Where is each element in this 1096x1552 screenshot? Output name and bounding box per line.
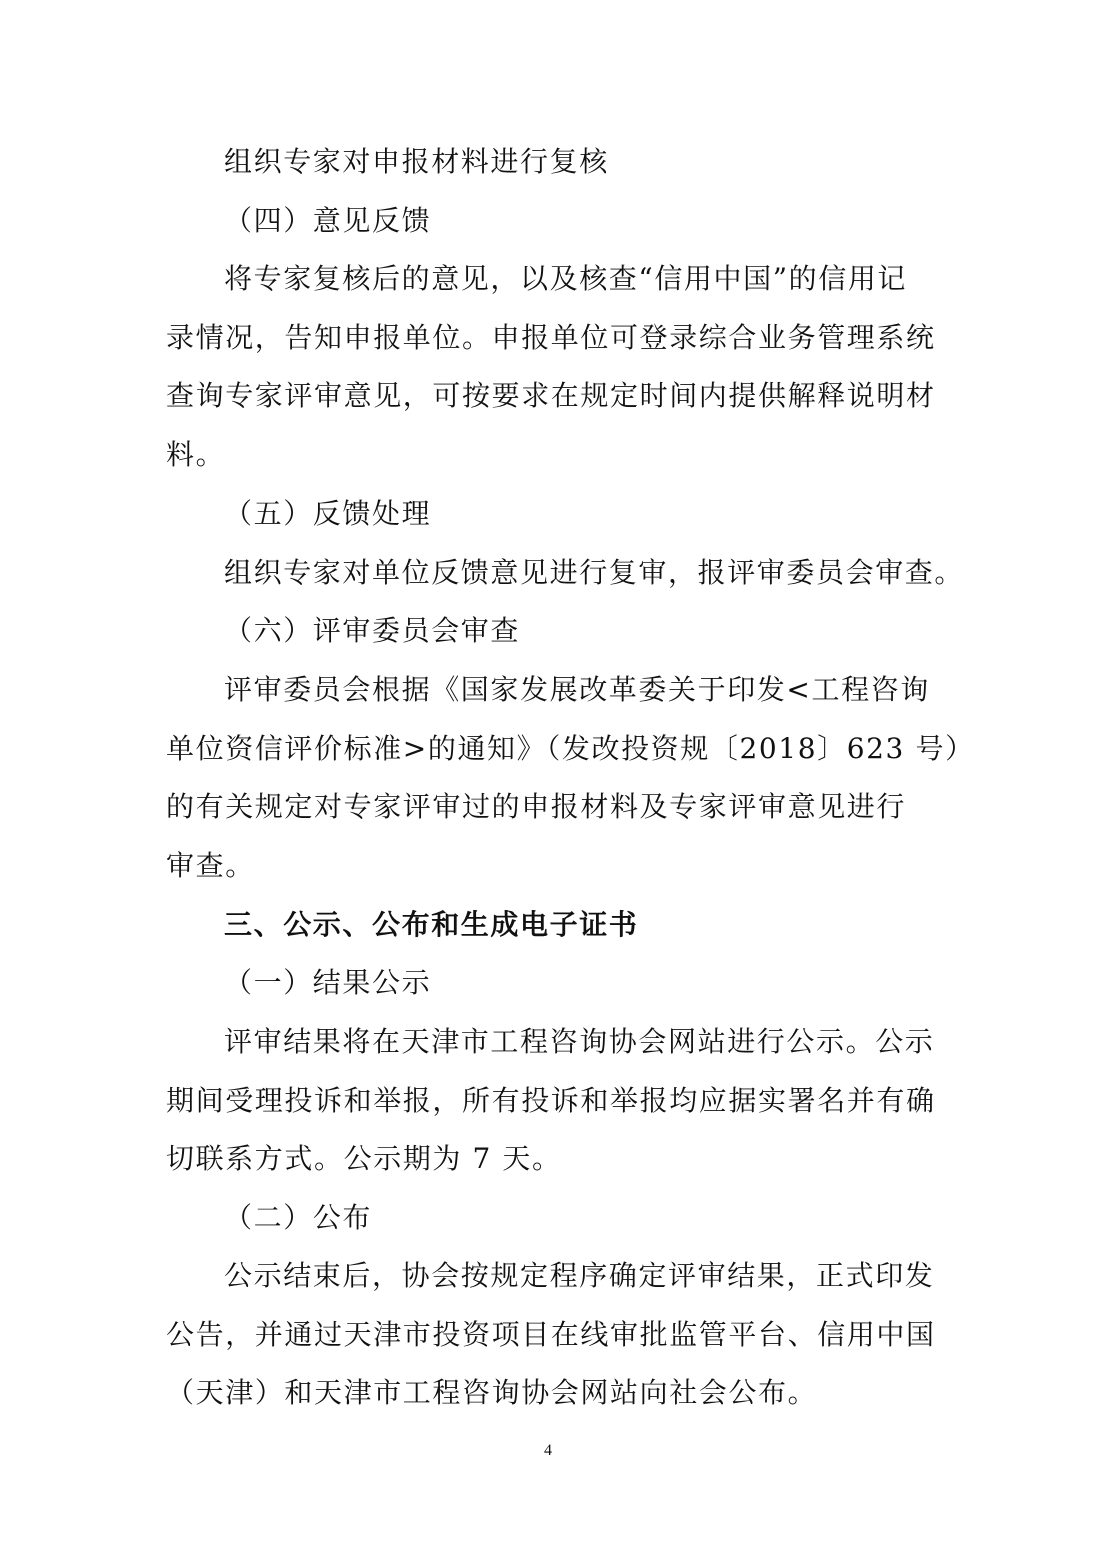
subheading-feedback	[166, 192, 936, 251]
paragraph-line: 的有关规定对专家评审过的申报材料及专家评审意见进行	[166, 790, 907, 824]
paragraph-line: 料。	[166, 437, 226, 471]
paragraph-line: 查询专家评审意见，可按要求在规定时间内提供解释说明材	[166, 379, 936, 413]
paragraph-line: 公示结束后，协会按规定程序确定评审结果，正式印发	[224, 1259, 935, 1292]
subheading-announcement	[166, 1189, 936, 1248]
paragraph-line: 公告，并通过天津市投资项目在线审批监管平台、信用中国	[166, 1317, 936, 1351]
subheading-text: （一）结果公示	[224, 966, 432, 999]
subheading-text: （四）意见反馈	[224, 204, 432, 237]
section-heading-text: 三、公示、公布和生成电子证书	[224, 908, 639, 941]
subheading-committee-review	[166, 602, 936, 661]
paragraph-line: 切联系方式。公示期为 7 天。	[166, 1142, 562, 1176]
section-heading-3	[166, 896, 936, 955]
page-number: 4	[544, 1442, 552, 1459]
subheading-publicity	[166, 954, 936, 1013]
paragraph-line: 组织专家对申报材料进行复核	[224, 145, 609, 178]
subheading-text: （二）公布	[224, 1201, 373, 1234]
paragraph-review	[166, 133, 936, 192]
paragraph-re-review	[166, 544, 965, 603]
paragraph-line: 审查。	[166, 848, 255, 882]
paragraph-line: （天津）和天津市工程咨询协会网站向社会公布。	[166, 1376, 818, 1410]
subheading-text: （五）反馈处理	[224, 497, 432, 530]
paragraph-line: 组织专家对单位反馈意见进行复审，报评审委员会审查。	[224, 556, 965, 589]
paragraph-line: 评审委员会根据《国家发展改革委关于印发<工程咨询	[224, 673, 930, 706]
paragraph-line: 期间受理投诉和举报，所有投诉和举报均应据实署名并有确	[166, 1083, 936, 1117]
paragraph-feedback	[166, 250, 936, 484]
paragraph-announcement	[166, 1247, 936, 1423]
paragraph-line: 单位资信评价标准>的通知》（发改投资规〔2018〕623 号）	[166, 731, 975, 765]
paragraph-line: 录情况，告知申报单位。申报单位可登录综合业务管理系统	[166, 320, 936, 354]
paragraph-committee	[166, 661, 975, 895]
subheading-feedback-handling	[166, 485, 936, 544]
paragraph-publicity	[166, 1013, 936, 1189]
paragraph-line: 将专家复核后的意见，以及核查“信用中国”的信用记	[224, 262, 908, 295]
paragraph-line: 评审结果将在天津市工程咨询协会网站进行公示。公示	[224, 1025, 935, 1058]
subheading-text: （六）评审委员会审查	[224, 614, 521, 647]
